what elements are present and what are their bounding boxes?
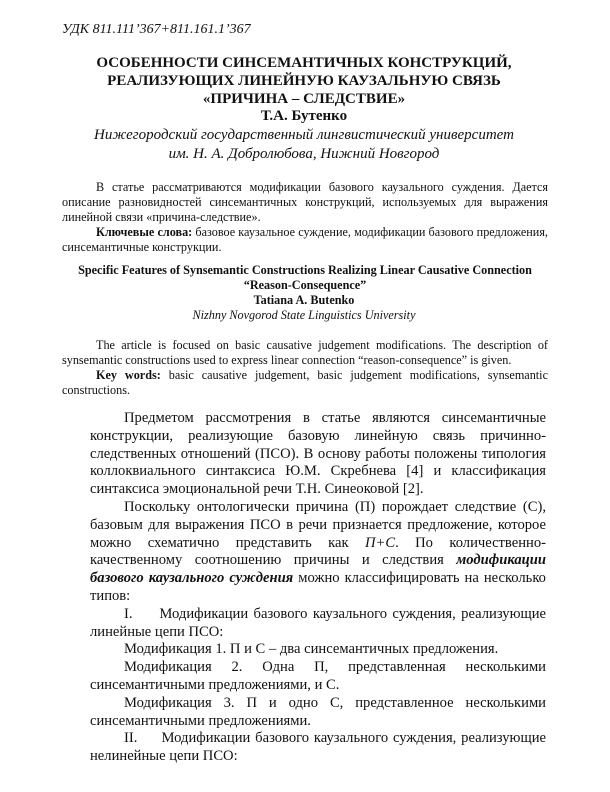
author-en: Tatiana A. Butenko [253, 293, 355, 307]
keywords-ru [62, 225, 548, 255]
title-ru-line-1: ОСОБЕННОСТИ СИНСЕМАНТИЧНЫХ КОНСТРУКЦИЙ, [96, 55, 512, 71]
term-modifications: модификации базового каузального суждения [90, 552, 546, 587]
keywords-ru-text: базовое каузальное суждение, модификации базового предложения, синсемантичные конструкции. [62, 225, 548, 254]
author-ru: Т.А. Бутенко [260, 108, 348, 124]
affiliation-ru [60, 126, 548, 164]
formula-p-plus-c: П+С [364, 534, 396, 551]
affiliation-en: Nizhny Novgorod State Linguistics University [192, 308, 416, 322]
affiliation-ru-line-1: Нижегородский государственный лингвистический университет [94, 127, 514, 143]
abstract-ru [62, 180, 548, 225]
body-paragraph-6: Модификация 3. П и одно С, представленное несколькими синсемантичными предложениями. [90, 694, 546, 729]
body-text [90, 410, 550, 766]
abstract-en [62, 338, 548, 368]
keywords-ru-label: Ключевые слова: [96, 225, 193, 239]
body-paragraph-5: Модификация 2. Одна П, представленная несколькими синсемантичными предложениями, и С. [90, 659, 546, 693]
paper-title-ru [60, 54, 548, 108]
keywords-en-label: Key words: [96, 368, 161, 382]
paper-title-en [40, 263, 570, 293]
body-paragraph-4: Модификация 1. П и С – два синсемантичных предложения. [124, 641, 499, 658]
title-en-line-2: “Reason-Consequence” [243, 278, 367, 292]
abstract-ru-text: В статье рассматриваются модификации базового каузального суждения. Дается описание разновидностей синсемантичных конструкций, используемых для выражения линейной связи «причина-следствие». [62, 180, 548, 224]
body-paragraph-2: Поскольку онтологически причина (П) порождает следствие (С), базовым для выражения ПСО в речи признается предложение, которое можно схематично представить как П+С. По количественно-качественному соотношению причины и следствия модификации базового каузального суждения можно классифицировать на несколько типов: [90, 498, 546, 604]
body-paragraph-3: I. Модификации базового каузального суждения, реализующие линейные цепи ПСО: [90, 605, 550, 640]
abstract-en-text: The article is focused on basic causative judgement modifications. The description of synsemantic constructions used to express linear connection “reason-consequence” is given. [62, 338, 548, 367]
title-en-line-1: Specific Features of Synsemantic Constructions Realizing Linear Causative Connection [78, 263, 532, 277]
body-paragraph-7: II. Модификации базового каузального суждения, реализующие нелинейные цепи ПСО: [90, 730, 550, 765]
keywords-en [62, 368, 548, 398]
affiliation-ru-line-2: им. Н. А. Добролюбова, Нижний Новгород [168, 146, 440, 162]
title-ru-line-2: РЕАЛИЗУЮЩИХ ЛИНЕЙНУЮ КАУЗАЛЬНУЮ СВЯЗЬ [107, 73, 501, 89]
udk-code: УДК 811.111’367+811.161.1’367 [62, 22, 251, 37]
title-ru-line-3: «ПРИЧИНА – СЛЕДСТВИЕ» [202, 91, 406, 107]
body-paragraph-1: Предметом рассмотрения в статье являются синсемантичные конструкции, реализующие базовую линейную связь причинно-следственных отношений (ПСО). В основу работы положены типология коллоквиального синтаксиса Ю.М. Скребнева [4] и классификация синтаксиса эмоциональной речи Т.Н. Синеоковой [2]. [90, 410, 546, 498]
keywords-en-text: basic causative judgement, basic judgement modifications, synsemantic constructions. [62, 368, 548, 397]
